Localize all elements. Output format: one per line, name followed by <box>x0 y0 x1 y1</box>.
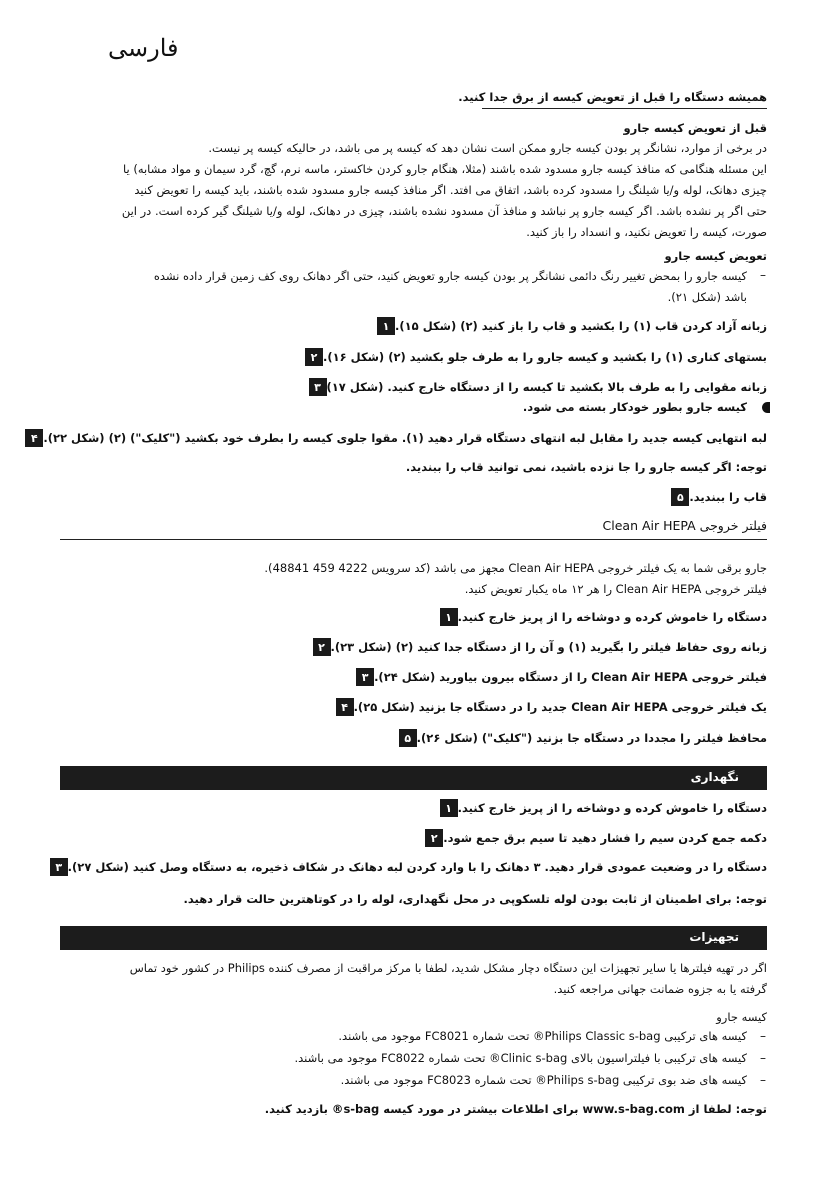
step-number: ۱ <box>440 799 458 817</box>
step3-sub: کیسه جارو بطور خودکار بسته می شود. <box>522 400 747 414</box>
storage-step-2 <box>417 828 767 848</box>
accessory-item: کیسه های ترکیبی با فیلتراسیون بالای Clinic s-bag® تحت شماره FC8022 موجود می باشند. <box>294 1051 747 1065</box>
step-text: زبانه آزاد کردن قاب (۱) را بکشید و قاب را باز کنید (۲) (شکل ۱۵). <box>395 319 767 333</box>
before-replace-line: چیزی دهانک، لوله و/یا شیلنگ را مسدود کرده باشد، اتفاق می افتد. اگر منافذ کیسه جارو مسدود شده باشند، باید کیسه را تعویض کنید <box>134 183 767 197</box>
replace-step-3 <box>301 377 768 397</box>
accessories-title: تجهیزات <box>689 930 739 944</box>
hepa-divider <box>60 539 767 540</box>
step-number: ۳ <box>309 378 327 396</box>
hepa-step-5 <box>391 728 767 748</box>
dash-marker: – <box>760 1051 766 1065</box>
step-text: دکمه جمع کردن سیم را فشار دهید تا سیم برق جمع شود. <box>443 831 767 845</box>
replace-bag-dash-text <box>154 266 747 308</box>
step-number: ۱ <box>377 317 395 335</box>
hepa-line: فیلتر خروجی Clean Air HEPA را هر ۱۲ ماه یکبار تعویض کنید. <box>464 582 767 596</box>
before-replace-body <box>122 138 767 243</box>
step-number: ۲ <box>425 829 443 847</box>
step-number: ۴ <box>336 698 354 716</box>
tip-bullet-icon <box>762 402 770 413</box>
hepa-step-4 <box>328 697 767 717</box>
step-text: دستگاه را خاموش کرده و دوشاخه را از پریز خارج کنید. <box>457 801 767 815</box>
step-text: زبانه روی حفاظ فیلتر را بگیرید (۱) و آن را از دستگاه جدا کنید (۲) (شکل ۲۳). <box>330 640 767 654</box>
hepa-step-1 <box>432 607 767 627</box>
before-replace-line: این مسئله هنگامی که منافذ کیسه جارو مسدود شده باشند (مثلا، هنگام جارو کردن خاکستر، ماسه نرم، گچ، گرد سیمان و مواد مشابه) یا <box>122 162 767 176</box>
replace-step-1 <box>369 316 767 336</box>
hepa-title: فیلتر خروجی Clean Air HEPA <box>602 518 767 533</box>
accessory-item: کیسه های ضد بوی ترکیبی Philips s-bag® تحت شماره FC8023 موجود می باشند. <box>340 1073 747 1087</box>
replace-note: توجه: اگر کیسه جارو را جا نزده باشید، نمی توانید قاب را ببندید. <box>405 460 767 474</box>
hepa-step-2 <box>305 637 768 657</box>
dash-marker: – <box>760 268 766 282</box>
dash-marker: – <box>760 1073 766 1087</box>
step-number: ۲ <box>305 348 323 366</box>
storage-note: توجه: برای اطمینان از ثابت بودن لوله تلسکوپی در محل نگهداری، لوله را در کوتاهترین حالت قرار دهید. <box>183 892 767 906</box>
accessories-subtitle: کیسه جارو <box>716 1010 767 1024</box>
step-number: ۴ <box>25 429 43 447</box>
step-text: دستگاه را در وضعیت عمودی قرار دهید. ۳ دهانک را با وارد کردن لبه دهانک در شکاف ذخیره، به دستگاه وصل کنید (شکل ۲۷). <box>67 860 767 874</box>
storage-section-bar <box>60 766 767 790</box>
hepa-intro <box>264 558 767 600</box>
dash-line: باشد (شکل ۲۱). <box>667 290 747 304</box>
step-number: ۵ <box>399 729 417 747</box>
step-number: ۵ <box>671 488 689 506</box>
accessories-intro <box>130 958 767 1000</box>
accessories-note: توجه: لطفا از www.s-bag.com برای اطلاعات بیشتر در مورد کیسه s-bag® بازدید کنید. <box>264 1102 767 1116</box>
accessories-section-bar <box>60 926 767 950</box>
step-text: بستهای کناری (۱) را بکشید و کیسه جارو را به طرف جلو بکشید (۲) (شکل ۱۶). <box>323 350 767 364</box>
accessories-line: گرفته یا به جزوه ضمانت جهانی مراجعه کنید. <box>553 982 767 996</box>
intro-warning: همیشه دستگاه را قبل از تعویض کیسه از برق جدا کنید. <box>458 90 767 104</box>
before-replace-line: حتی اگر پر نشده باشد. اگر کیسه جارو پر نباشد و منافذ آن مسدود نشده باشند، چیزی در دهانک، لوله و/یا شیلنگ گیر کرده است. در این <box>121 204 767 218</box>
hepa-line: جارو برقی شما به یک فیلتر خروجی Clean Air HEPA مجهز می باشد (کد سرویس 4222 459 48841). <box>264 561 767 575</box>
before-replace-title: قبل از تعویض کیسه جارو <box>623 121 767 135</box>
replace-step-4 <box>17 428 767 448</box>
replace-bag-title: تعویض کیسه جارو <box>664 249 767 263</box>
warning-underline <box>482 108 767 109</box>
storage-title: نگهداری <box>690 770 739 784</box>
step-text: دستگاه را خاموش کرده و دوشاخه را از پریز خارج کنید. <box>457 610 767 624</box>
dash-line: کیسه جارو را بمحض تغییر رنگ دائمی نشانگر پر بودن کیسه جارو تعویض کنید، حتی اگر دهانک روی کف زمین قرار داده نشده <box>153 269 747 283</box>
before-replace-line: صورت، کیسه را تعویض نکنید، و انسداد را باز کنید. <box>526 225 767 239</box>
step-number: ۳ <box>50 858 68 876</box>
step-text: زبانه مقوایی را به طرف بالا بکشید تا کیسه را از دستگاه خارج کنید. (شکل ۱۷) <box>326 380 767 394</box>
step-number: ۳ <box>356 668 374 686</box>
before-replace-line: در برخی از موارد، نشانگر پر بودن کیسه جارو ممکن است نشان دهد که کیسه پر می باشد، در حالیکه کیسه پر نیست. <box>208 141 767 155</box>
step-text: یک فیلتر خروجی Clean Air HEPA جدید را در دستگاه جا بزنید (شکل ۲۵). <box>353 700 767 714</box>
step-number: ۲ <box>313 638 331 656</box>
hepa-step-3 <box>348 667 767 687</box>
accessories-line: اگر در تهیه فیلترها یا سایر تجهیزات این دستگاه دچار مشکل شدید، لطفا با مرکز مراقبت از مصرف کننده Philips در کشور خود تماس <box>129 961 767 975</box>
step-text: قاب را ببندید. <box>689 490 767 504</box>
step-text: محافظ فیلتر را مجددا در دستگاه جا بزنید ("کلیک") (شکل ۲۶). <box>416 731 767 745</box>
step-number: ۱ <box>440 608 458 626</box>
step-text: لبه انتهایی کیسه جدید را مقابل لبه انتهای دستگاه قرار دهید (۱). مقوا جلوی کیسه را بطرف خود بکشید ("کلیک") (۲) (شکل ۲۲). <box>43 431 767 445</box>
step-text: فیلتر خروجی Clean Air HEPA را از دستگاه بیرون بیاورید (شکل ۲۴). <box>374 670 767 684</box>
dash-marker: – <box>760 1029 766 1043</box>
replace-step-2 <box>297 347 767 367</box>
language-heading: فارسی <box>108 34 179 62</box>
accessory-item: کیسه های ترکیبی Philips Classic s-bag® تحت شماره FC8021 موجود می باشند. <box>338 1029 747 1043</box>
replace-step-5 <box>663 487 767 507</box>
storage-step-1 <box>432 798 767 818</box>
storage-step-3 <box>42 857 767 877</box>
